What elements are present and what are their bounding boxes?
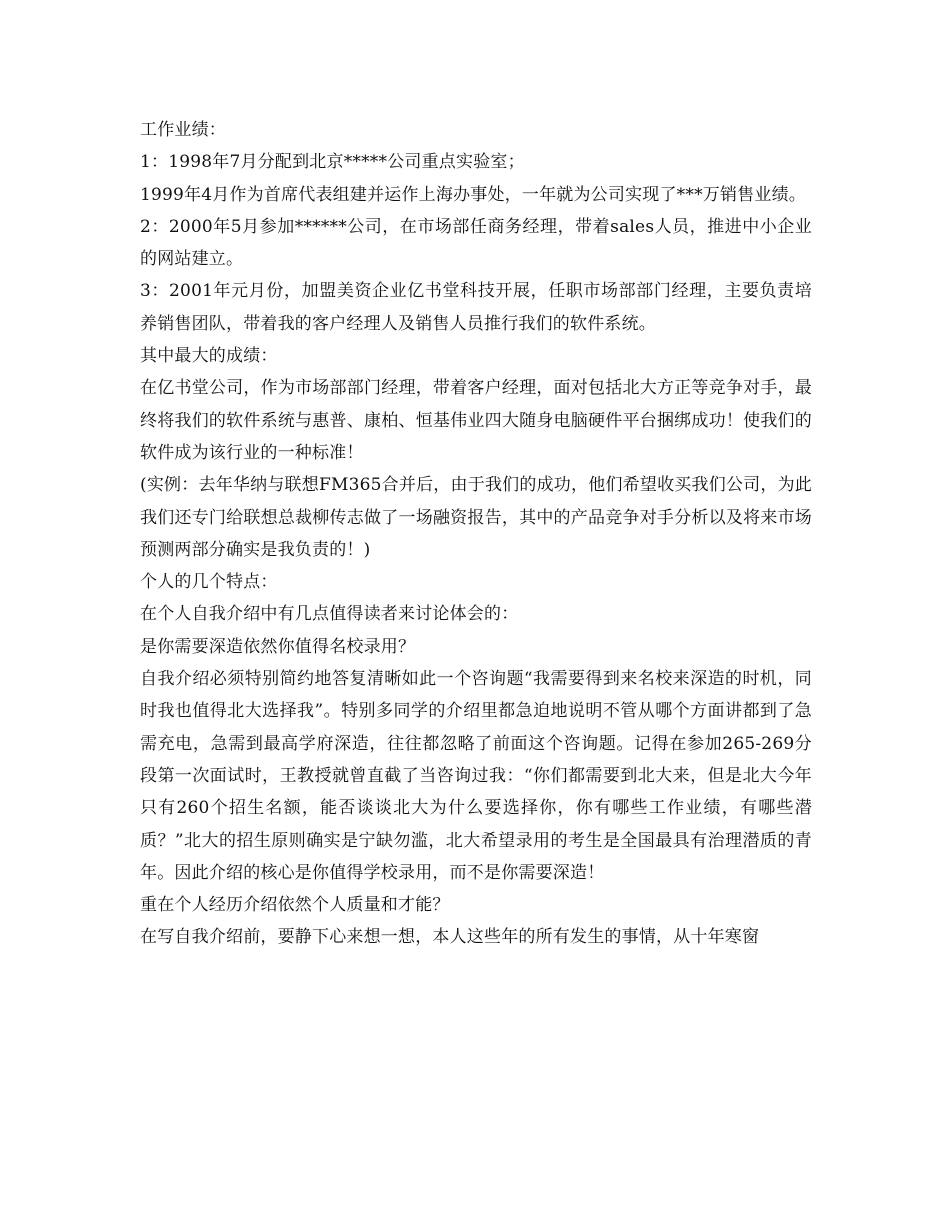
heading-personal-traits: 个人的几个特点： [140, 572, 278, 593]
paragraph-item-1: 1：1998年7月分配到北京*****公司重点实验室； [140, 152, 525, 173]
paragraph-item-3: 3：2001年元月份，加盟美资企业亿书堂科技开展，任职市场部部门经理，主要负责培养销售团队，带着我的客户经理人及销售人员推行我们的软件系统。 [140, 281, 812, 334]
question-experience-or-quality: 重在个人经历介绍依然个人质量和才能？ [140, 895, 450, 916]
question-deserve-admission: 是你需要深造依然你值得名校录用？ [140, 636, 416, 657]
paragraph-self-intro-advice: 自我介绍必须特别简约地答复清晰如此一个咨询题“我需要得到来名校来深造的时机，同时我也值得北大选择我”。特别多同学的介绍里都急迫地说明不管从哪个方面讲都到了急需充电，急需到最高学府深造，往往都忽略了前面这个咨询题。记得在参加265-269分段第一次面试时，王教授就曾直截了当咨询过我：“你们都需要到北大来，但是北大今年只有260个招生名额，能否谈谈北大为什么要选择你，你有哪些工作业绩，有哪些潜质？”北大的招生原则确实是宁缺勿滥，北大希望录用的考生是全国最具有治理潜质的青年。因此介绍的核心是你值得学校录用，而不是你需要深造！ [140, 669, 812, 883]
paragraph-item-2: 2：2000年5月参加******公司，在市场部任商务经理，带着sales人员，推进中小企业的网站建立。 [140, 216, 812, 270]
document-page [140, 114, 812, 954]
heading-work-achievements: 工作业绩： [140, 120, 226, 140]
paragraph-example: (实例：去年华纳与联想FM365合并后，由于我们的成功，他们希望收买我们公司，为此我们还专门给联想总裁柳传志做了一场融资报告，其中的产品竞争对手分析以及将来市场预测两部分确实是我负责的！) [140, 475, 812, 560]
paragraph-yishutang: 在亿书堂公司，作为市场部部门经理，带着客户经理，面对包括北大方正等竞争对手，最终将我们的软件系统与惠普、康柏、恒基伟业四大随身电脑硬件平台捆绑成功！使我们的软件成为该行业的一种标准！ [140, 378, 812, 463]
heading-biggest-achievement: 其中最大的成绩： [140, 346, 278, 367]
paragraph-1999: 1999年4月作为首席代表组建并运作上海办事处，一年就为公司实现了***万销售业绩。 [140, 184, 806, 205]
paragraph-discussion-points: 在个人自我介绍中有几点值得读者来讨论体会的： [140, 604, 519, 625]
paragraph-before-writing: 在写自我介绍前，要静下心来想一想，本人这些年的所有发生的事情，从十年寒窗 [140, 927, 760, 948]
